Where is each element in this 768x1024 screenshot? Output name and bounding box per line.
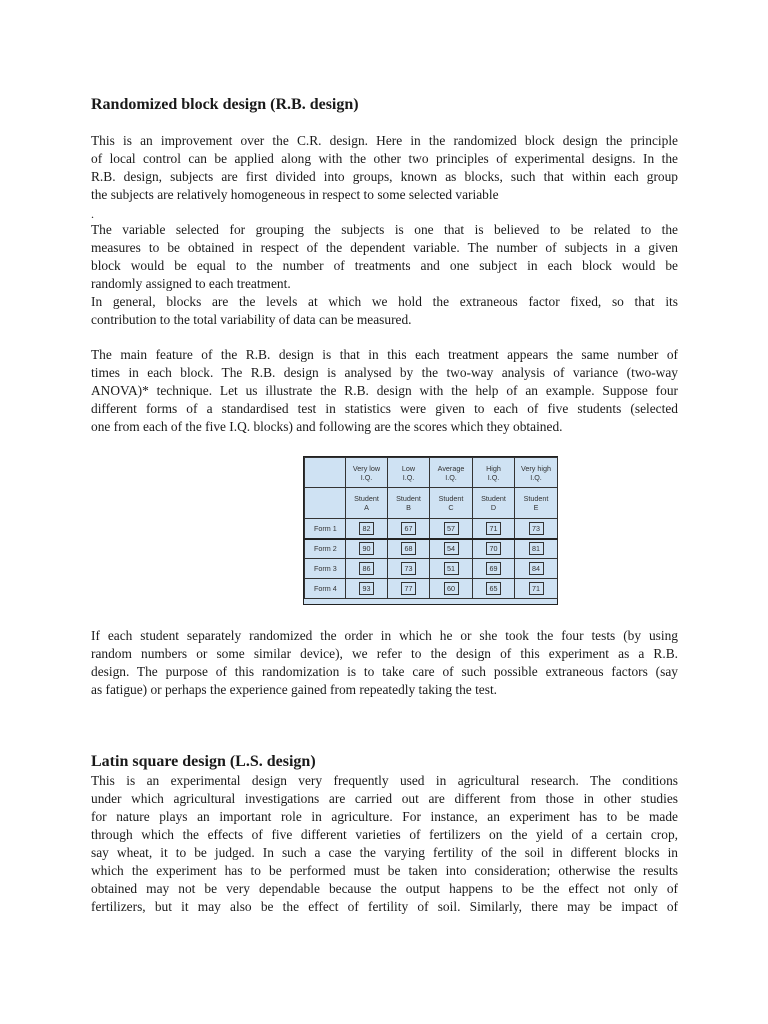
scores-table-image bbox=[303, 456, 558, 605]
text-line: contribution to the total variability of data can be measured. bbox=[91, 312, 412, 327]
score-cell: 73 bbox=[515, 519, 558, 539]
text-line: R.B. design, subjects are first divided into groups, known as blocks, such that within each group bbox=[91, 169, 678, 184]
score-cell: 86 bbox=[346, 559, 388, 579]
stray-period: . bbox=[91, 207, 94, 221]
rb-paragraph-4 bbox=[91, 346, 678, 436]
text-line: of local control can be applied along with the other two principles of experimental designs. In the bbox=[91, 151, 678, 166]
table-row bbox=[305, 539, 558, 559]
score-cell: 65 bbox=[473, 579, 515, 599]
text-line: fertilizers, but it may also be the effect of fertility of soil. Similarly, there may be impact of bbox=[91, 899, 678, 914]
score-cell: 60 bbox=[430, 579, 473, 599]
iq-header-cell: Average I.Q. bbox=[430, 458, 473, 488]
iq-header-row bbox=[305, 458, 558, 488]
scores-table bbox=[304, 457, 558, 599]
ls-paragraph-1 bbox=[91, 772, 678, 916]
text-line: obtained may not be very dependable because the output happens to be the effect not only of bbox=[91, 881, 678, 896]
score-cell: 69 bbox=[473, 559, 515, 579]
text-line: This is an improvement over the C.R. design. Here in the randomized block design the principle bbox=[91, 133, 678, 148]
score-cell: 77 bbox=[388, 579, 430, 599]
student-header-row bbox=[305, 488, 558, 519]
student-header-cell: Student B bbox=[388, 488, 430, 519]
score-cell: 67 bbox=[388, 519, 430, 539]
student-header-cell: Student D bbox=[473, 488, 515, 519]
text-line: randomly assigned to each treatment. bbox=[91, 276, 291, 291]
rb-paragraph-1 bbox=[91, 132, 678, 204]
iq-header-cell: Very high I.Q. bbox=[515, 458, 558, 488]
rb-paragraph-3 bbox=[91, 293, 678, 329]
rb-paragraph-5 bbox=[91, 627, 678, 699]
text-line: block would be equal to the number of treatments and one subject in each block would be bbox=[91, 258, 678, 273]
row-label: Form 4 bbox=[305, 579, 346, 599]
score-cell: 71 bbox=[515, 579, 558, 599]
table-row bbox=[305, 559, 558, 579]
student-header-cell: Student A bbox=[346, 488, 388, 519]
score-cell: 57 bbox=[430, 519, 473, 539]
text-line: for nature plays an important role in agriculture. For instance, an experiment has to be made bbox=[91, 809, 678, 824]
text-line: The variable selected for grouping the subjects is one that is believed to be related to the bbox=[91, 222, 678, 237]
score-cell: 70 bbox=[473, 539, 515, 559]
row-label: Form 1 bbox=[305, 519, 346, 539]
score-cell: 73 bbox=[388, 559, 430, 579]
score-cell: 68 bbox=[388, 539, 430, 559]
student-header-cell: Student C bbox=[430, 488, 473, 519]
score-cell: 71 bbox=[473, 519, 515, 539]
iq-header-cell: High I.Q. bbox=[473, 458, 515, 488]
text-line: times in each block. The R.B. design is analysed by the two-way analysis of variance (two-way bbox=[91, 365, 678, 380]
student-header-cell: Student E bbox=[515, 488, 558, 519]
text-line: as fatigue) or perhaps the experience gained from repeatedly taking the test. bbox=[91, 682, 498, 697]
iq-header-cell: Very low I.Q. bbox=[346, 458, 388, 488]
table-row bbox=[305, 579, 558, 599]
rb-paragraph-2 bbox=[91, 221, 678, 293]
text-line: which the experiment has to be performed must be taken into consideration; otherwise the results bbox=[91, 863, 678, 878]
text-line: If each student separately randomized the order in which he or she took the four tests (by using bbox=[91, 628, 678, 643]
text-line: This is an experimental design very frequently used in agricultural research. The conditions bbox=[91, 773, 678, 788]
text-line: The main feature of the R.B. design is that in this each treatment appears the same number of bbox=[91, 347, 678, 362]
text-line: through which the effects of five different varieties of fertilizers on the yield of a certain crop, bbox=[91, 827, 678, 842]
corner-cell bbox=[305, 458, 346, 488]
score-cell: 54 bbox=[430, 539, 473, 559]
ls-heading: Latin square design (L.S. design) bbox=[91, 753, 316, 770]
text-line: the subjects are relatively homogeneous in respect to some selected variable bbox=[91, 187, 499, 202]
text-line: design. The purpose of this randomization is to take care of such possible extraneous factors (say bbox=[91, 664, 678, 679]
corner-cell bbox=[305, 488, 346, 519]
text-line: In general, blocks are the levels at which we hold the extraneous factor fixed, so that its bbox=[91, 294, 678, 309]
rb-heading: Randomized block design (R.B. design) bbox=[91, 96, 359, 113]
score-cell: 84 bbox=[515, 559, 558, 579]
text-line: one from each of the five I.Q. blocks) and following are the scores which they obtained. bbox=[91, 419, 563, 434]
text-line: measures to be obtained in respect of the dependent variable. The number of subjects in a given bbox=[91, 240, 678, 255]
text-line: random numbers or some similar device), we refer to the design of this experiment as a R.B. bbox=[91, 646, 678, 661]
row-label: Form 3 bbox=[305, 559, 346, 579]
score-cell: 51 bbox=[430, 559, 473, 579]
score-cell: 90 bbox=[346, 539, 388, 559]
table-row bbox=[305, 519, 558, 539]
score-cell: 81 bbox=[515, 539, 558, 559]
text-line: say wheat, it to be judged. In such a case the varying fertility of the soil in different blocks in bbox=[91, 845, 678, 860]
text-line: different forms of a standardised test in statistics were given to each of five students (selected bbox=[91, 401, 678, 416]
score-cell: 82 bbox=[346, 519, 388, 539]
text-line: under which agricultural investigations are carried out are different from those in other studies bbox=[91, 791, 678, 806]
text-line: ANOVA)* technique. Let us illustrate the R.B. design with the help of an example. Suppose four bbox=[91, 383, 678, 398]
score-cell: 93 bbox=[346, 579, 388, 599]
iq-header-cell: Low I.Q. bbox=[388, 458, 430, 488]
row-label: Form 2 bbox=[305, 539, 346, 559]
